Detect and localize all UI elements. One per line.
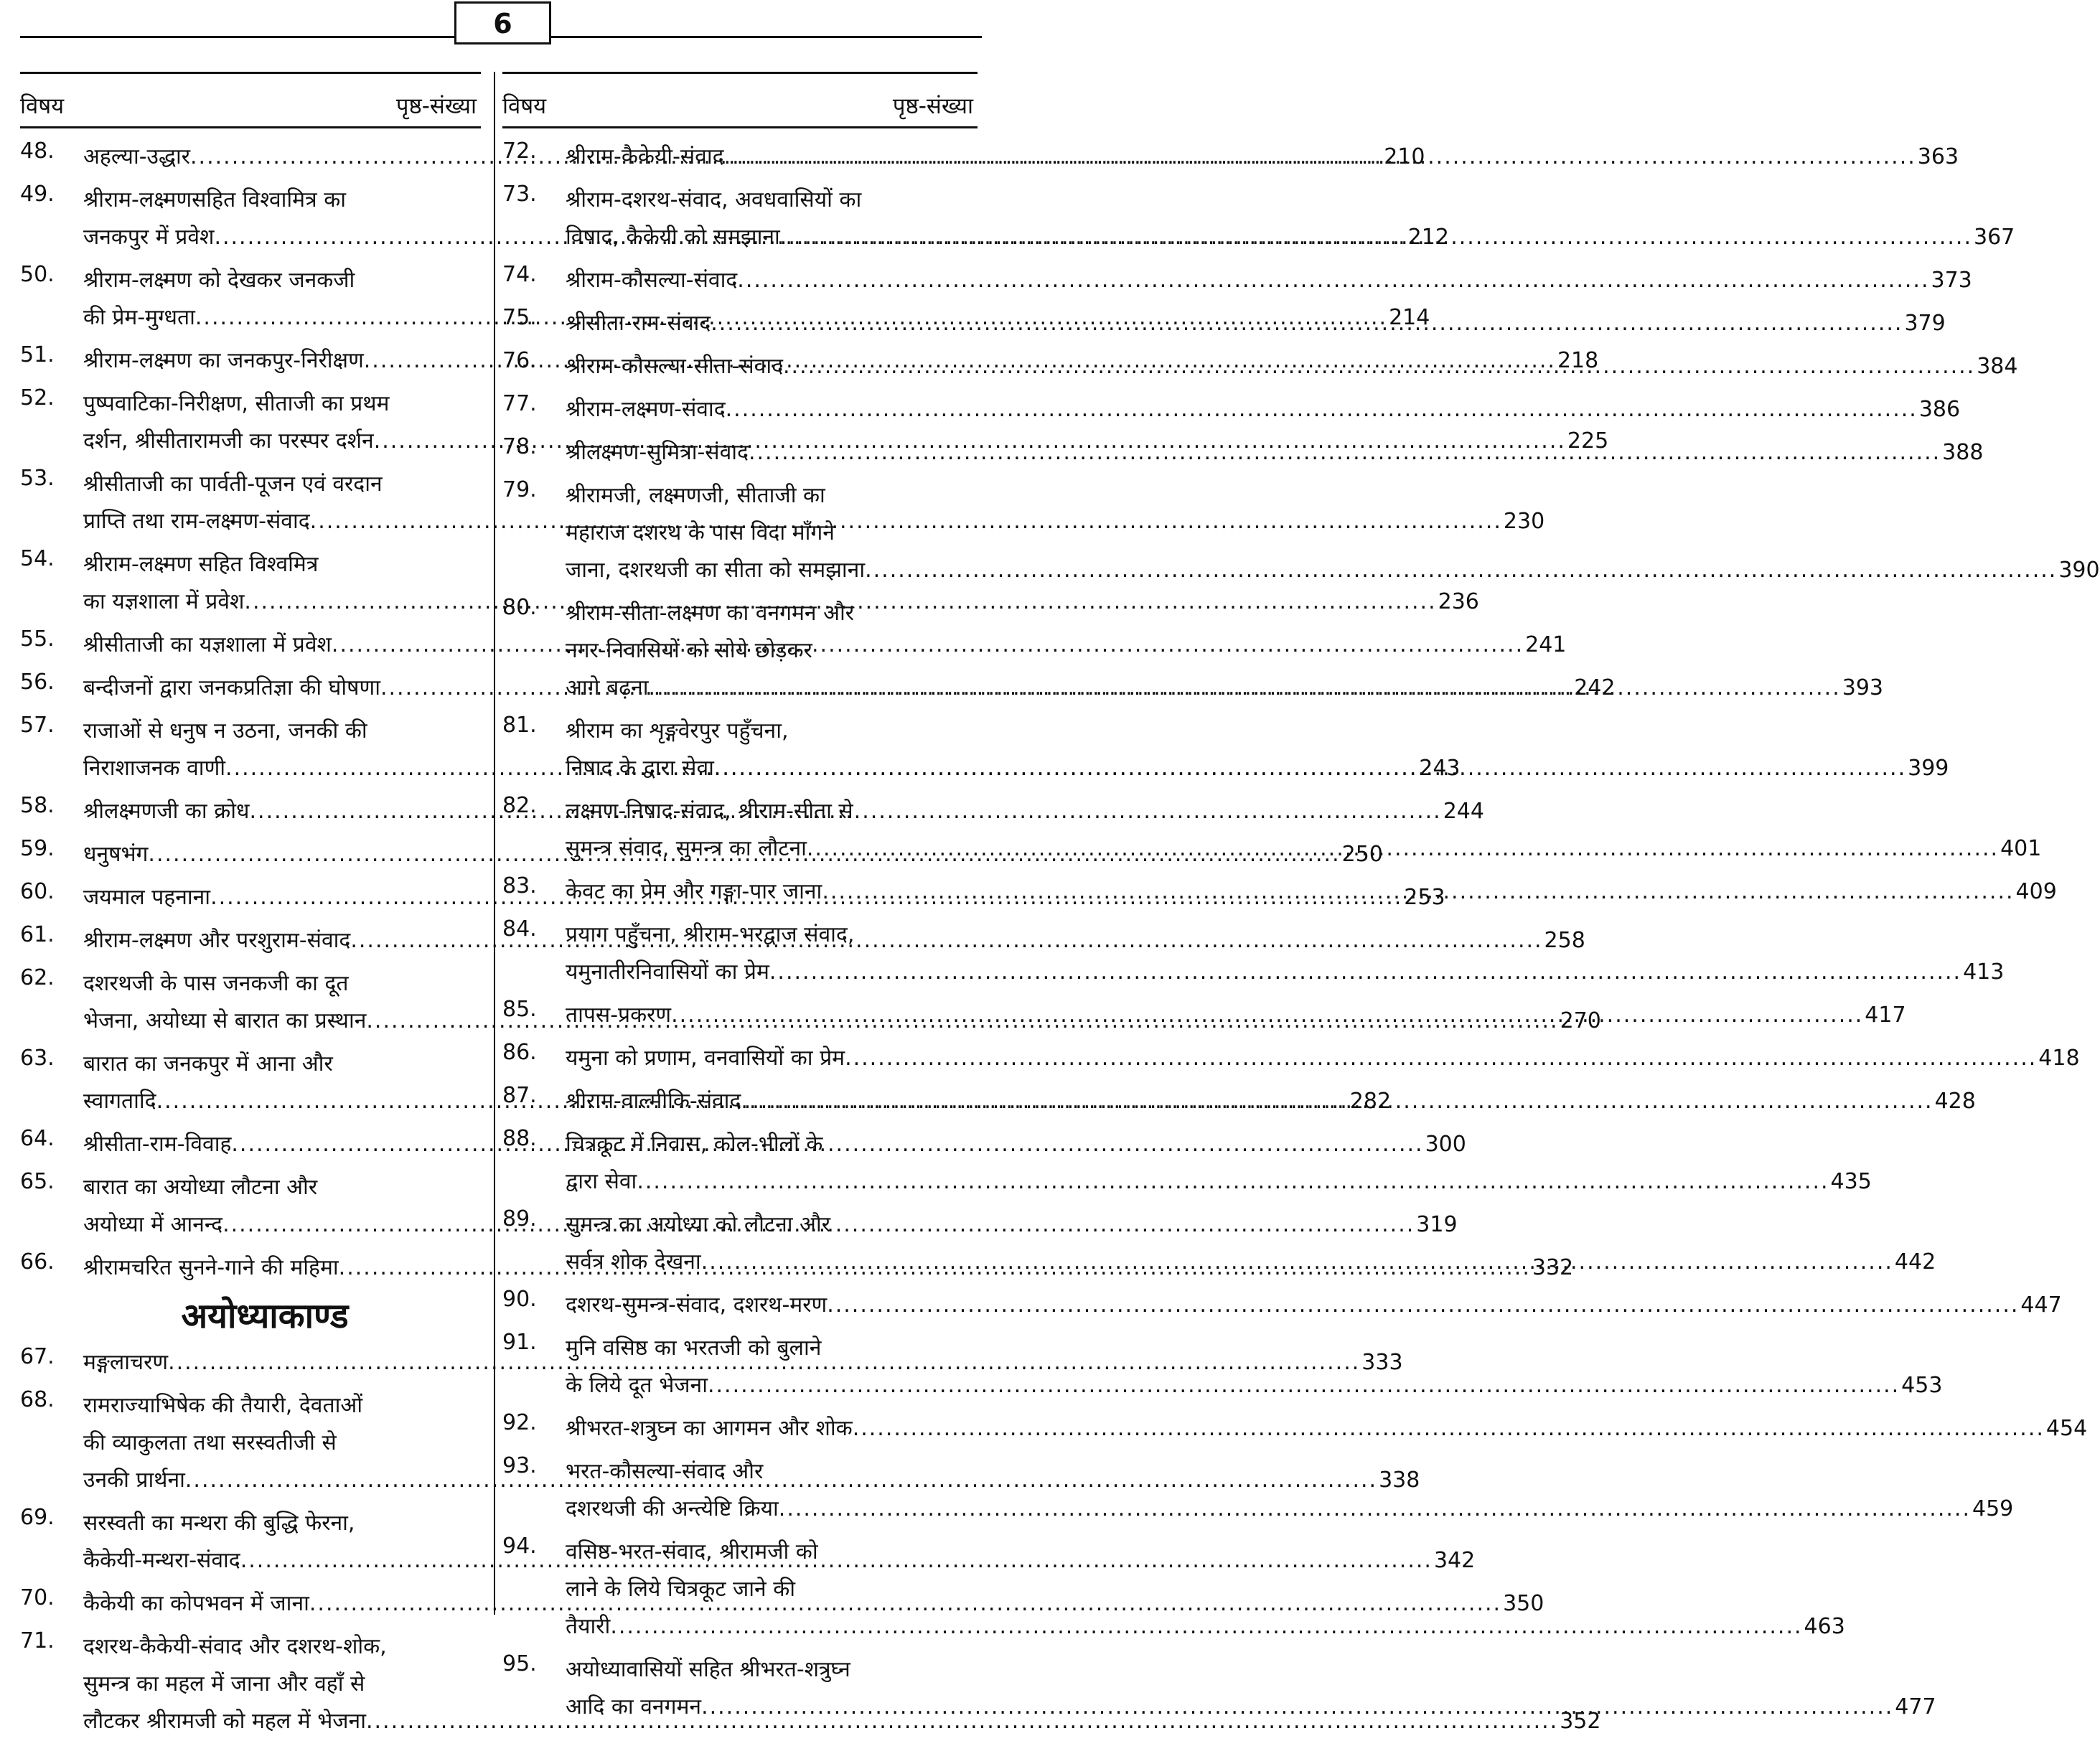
- entry-number: 91.: [502, 1330, 537, 1355]
- entry-title-text: श्रीरामचरित सुनने-गाने की महिमा: [83, 1255, 339, 1280]
- entry-title-line: सरस्वती का मन्थरा की बुद्धि फेरना,: [83, 1511, 355, 1536]
- entry-page-number: 236: [1438, 589, 1479, 614]
- entry-title-line: [566, 830, 2041, 868]
- entry-page-number: 244: [1443, 799, 1484, 824]
- entry-title-line: [566, 262, 1972, 299]
- entry-page-number: 401: [2000, 836, 2042, 861]
- entry-title-line: श्रीराम-लक्ष्मणसहित विश्वामित्र का: [83, 187, 347, 212]
- entry-number: 71.: [20, 1628, 55, 1653]
- dot-leader: [714, 750, 1906, 787]
- entry-title-line: [566, 391, 1960, 428]
- entry-page-number: 399: [1908, 756, 1949, 781]
- entry-title-text: सर्वत्र शोक देखना: [566, 1249, 701, 1275]
- dot-leader: [853, 1410, 2045, 1447]
- entry-title-text: श्रीसीता-राम-संवाद: [566, 311, 711, 336]
- entry-title-text: सुमन्त्र संवाद, सुमन्त्र का लौटना: [566, 836, 807, 861]
- entry-page-number: 210: [1384, 144, 1425, 169]
- entry-page-number: 253: [1404, 885, 1445, 910]
- entry-number: 80.: [502, 595, 537, 620]
- entry-number: 88.: [502, 1126, 537, 1151]
- entry-page-number: 418: [2038, 1046, 2080, 1071]
- entry-title-line: [566, 1083, 1976, 1120]
- entry-title-text: प्राप्ति तथा राम-लक्ष्मण-संवाद: [83, 509, 310, 534]
- dot-leader: [637, 1163, 1829, 1201]
- entry-title-line: महाराज दशरथ के पास विदा माँगने: [566, 520, 835, 545]
- entry-body: [566, 262, 1972, 299]
- entry-number: 70.: [20, 1585, 55, 1610]
- entry-number: 85.: [502, 997, 537, 1022]
- dot-leader: [845, 1040, 2037, 1077]
- entry-page-number: 393: [1842, 675, 1883, 700]
- page-number-heading: पृष्ठ-संख्या: [892, 93, 973, 119]
- entry-title-line: [566, 1410, 2087, 1447]
- entry-number: 62.: [20, 965, 55, 990]
- dot-leader: [711, 305, 1903, 342]
- entry-page-number: 350: [1503, 1591, 1544, 1616]
- entry-number: 78.: [502, 434, 537, 459]
- entry-title-line: श्रीराम का शृङ्गवेरपुर पहुँचना,: [566, 718, 789, 743]
- dot-leader: [807, 830, 1999, 868]
- header-rule-left: [20, 36, 454, 38]
- entry-title-line: चित्रकूट में निवास, कोल-भीलों के: [566, 1132, 823, 1157]
- entry-page-number: 270: [1560, 1008, 1601, 1033]
- entry-body: [566, 1083, 1976, 1120]
- entry-body: [566, 1534, 1845, 1646]
- entry-title-line: [566, 1287, 2062, 1324]
- entry-page-number: 300: [1425, 1132, 1466, 1157]
- entry-title-line: लाने के लिये चित्रकूट जाने की: [566, 1577, 796, 1602]
- dot-leader: [827, 1287, 2019, 1324]
- entry-title-text: अहल्या-उद्धार: [83, 144, 191, 169]
- dot-leader: [822, 873, 2014, 911]
- entry-title-text: श्रीराम-कौसल्या-सीता-संवाद: [566, 354, 784, 379]
- entry-title-line: रामराज्याभिषेक की तैयारी, देवताओं: [83, 1393, 362, 1418]
- toc-entry: [502, 391, 1961, 428]
- entry-number: 52.: [20, 385, 55, 410]
- entry-number: 53.: [20, 466, 55, 491]
- entry-page-number: 379: [1904, 311, 1946, 336]
- entry-number: 90.: [502, 1287, 537, 1312]
- entry-page-number: 214: [1389, 305, 1430, 330]
- entry-title-text: लौटकर श्रीरामजी को महल में भेजना: [83, 1709, 366, 1734]
- entry-number: 66.: [20, 1249, 55, 1275]
- entry-page-number: 388: [1942, 440, 1984, 465]
- entry-number: 73.: [502, 182, 537, 207]
- dot-leader: [708, 1367, 1900, 1404]
- entry-body: [566, 595, 1883, 707]
- entry-title-text: कैकेयी-मन्थरा-संवाद: [83, 1548, 240, 1573]
- entry-body: [566, 916, 2004, 991]
- dot-leader: [865, 552, 2057, 589]
- column-top-rule: [502, 72, 978, 74]
- entry-page-number: 384: [1977, 354, 2018, 379]
- entry-number: 64.: [20, 1126, 55, 1151]
- entry-title-text: जयमाल पहनाना: [83, 885, 211, 910]
- entry-body: [566, 793, 2041, 868]
- entry-body: [566, 1126, 1872, 1201]
- entry-page-number: 454: [2045, 1416, 2088, 1441]
- entry-title-line: [566, 1689, 1936, 1726]
- dot-leader: [741, 1083, 1933, 1120]
- section-title: अयोध्याकाण्ड: [181, 1296, 349, 1336]
- entry-title-text: स्वागतादि: [83, 1089, 156, 1114]
- entry-title-line: [566, 1163, 1872, 1201]
- dot-leader: [780, 219, 1972, 256]
- entry-number: 68.: [20, 1387, 55, 1412]
- entry-page-number: 463: [1804, 1614, 1845, 1639]
- entry-title-line: पुष्पवाटिका-निरीक्षण, सीताजी का प्रथम: [83, 391, 390, 416]
- entry-title-line: [566, 670, 1883, 707]
- entry-number: 67.: [20, 1344, 55, 1369]
- entry-body: [566, 713, 1949, 787]
- entry-number: 60.: [20, 879, 55, 904]
- entry-page-number: 212: [1407, 225, 1449, 250]
- entry-title-text: यमुना को प्रणाम, वनवासियों का प्रेम: [566, 1046, 845, 1071]
- entry-title-text: द्वारा सेवा: [566, 1169, 637, 1194]
- entry-number: 93.: [502, 1453, 537, 1478]
- entry-number: 87.: [502, 1083, 537, 1108]
- entry-title-line: [566, 750, 1949, 787]
- entry-number: 92.: [502, 1410, 537, 1435]
- entry-title-text: केवट का प्रेम और गङ्गा-पार जाना: [566, 879, 822, 904]
- entry-page-number: 352: [1560, 1709, 1601, 1734]
- entry-number: 83.: [502, 873, 537, 898]
- entry-title-text: तैयारी: [566, 1614, 611, 1639]
- entry-page-number: 363: [1917, 144, 1959, 169]
- entry-body: [566, 348, 2017, 385]
- entry-page-number: 250: [1341, 842, 1383, 867]
- entry-page-number: 417: [1865, 1003, 1906, 1028]
- entry-title-text: निराशाजनक वाणी: [83, 756, 226, 781]
- subject-heading: विषय: [502, 93, 547, 119]
- entry-page-number: 367: [1974, 225, 2015, 250]
- entry-title-text: दशरथ-सुमन्त्र-संवाद, दशरथ-मरण: [566, 1292, 828, 1318]
- entry-title-text: तापस-प्रकरण: [566, 1003, 672, 1028]
- column-top-rule: [20, 72, 481, 74]
- toc-entry: [502, 1287, 2062, 1324]
- column-header: [502, 91, 978, 128]
- entry-page-number: 373: [1931, 268, 1972, 293]
- entry-body: [566, 1453, 2013, 1528]
- entry-title-text: का यज्ञशाला में प्रवेश: [83, 589, 245, 614]
- entry-title-line: बारात का अयोध्या लौटना और: [83, 1175, 318, 1200]
- entry-page-number: 230: [1503, 509, 1545, 534]
- entry-body: [566, 182, 2015, 256]
- entry-page-number: 390: [2058, 558, 2100, 583]
- entry-body: [566, 997, 1906, 1034]
- entry-title-text: श्रीराम-कौसल्या-संवाद: [566, 268, 738, 293]
- entry-title-text: बन्दीजनों द्वारा जनकप्रतिज्ञा की घोषणा: [83, 675, 380, 700]
- entry-page-number: 477: [1895, 1694, 1936, 1719]
- entry-title-line: श्रीरामजी, लक्ष्मणजी, सीताजी का: [566, 483, 825, 508]
- entry-number: 84.: [502, 916, 537, 942]
- entry-page-number: 241: [1525, 632, 1567, 657]
- entry-number: 49.: [20, 182, 55, 207]
- entry-page-number: 218: [1557, 348, 1599, 373]
- entry-body: [566, 477, 2100, 589]
- entry-title-text: निषाद के द्वारा सेवा: [566, 756, 714, 781]
- entry-title-text: श्रीभरत-शत्रुघ्न का आगमन और शोक: [566, 1416, 853, 1441]
- entry-page-number: 386: [1918, 397, 1961, 422]
- entry-title-text: श्रीसीताजी का यज्ञशाला में प्रवेश: [83, 632, 332, 657]
- entry-title-line: नगर-निवासियों को सोये छोड़कर: [566, 638, 812, 663]
- entry-title-line: श्रीराम-लक्ष्मण को देखकर जनकजी: [83, 268, 355, 293]
- entry-title-line: बारात का जनकपुर में आना और: [83, 1051, 333, 1076]
- entry-page-number: 282: [1349, 1089, 1392, 1114]
- entry-number: 50.: [20, 262, 55, 287]
- entry-number: 89.: [502, 1206, 537, 1231]
- entry-page-number: 319: [1416, 1212, 1458, 1237]
- dot-leader: [649, 670, 1841, 707]
- entry-number: 81.: [502, 713, 537, 738]
- entry-title-text: विषाद, कैकेयी को समझाना: [566, 225, 780, 250]
- entry-title-text: आदि का वनगमन: [566, 1694, 702, 1719]
- entry-number: 61.: [20, 922, 55, 947]
- page-number-box: 6: [454, 1, 551, 44]
- entry-page-number: 242: [1574, 675, 1616, 700]
- entry-page-number: 338: [1379, 1468, 1420, 1493]
- entry-body: [566, 391, 1960, 428]
- entry-title-line: [566, 219, 2015, 256]
- entry-title-text: श्रीराम-कैकेयी-संवाद: [566, 144, 724, 169]
- entry-number: 65.: [20, 1169, 55, 1194]
- entry-body: [566, 1330, 1942, 1404]
- toc-entry: [502, 1410, 2088, 1447]
- entry-title-line: [566, 434, 1983, 471]
- entry-title-line: [566, 305, 1946, 342]
- entry-title-text: जनकपुर में प्रवेश: [83, 225, 215, 250]
- entry-title-text: मङ्गलाचरण: [83, 1350, 169, 1375]
- entry-title-text: भेजना, अयोध्या से बारात का प्रस्थान: [83, 1008, 367, 1033]
- entry-title-text: श्रीसीता-राम-विवाह: [83, 1132, 232, 1157]
- dot-leader: [769, 954, 1961, 991]
- entry-title-line: सुमन्त्र का महल में जाना और वहाँ से: [83, 1671, 365, 1696]
- entry-title-text: के लिये दूत भेजना: [566, 1373, 708, 1398]
- entry-page-number: 459: [1972, 1496, 2014, 1521]
- toc-entry: [502, 262, 1972, 299]
- entry-title-line: लक्ष्मण-निषाद-संवाद, श्रीराम-सीता से: [566, 799, 853, 824]
- entry-title-text: उनकी प्रार्थना: [83, 1468, 185, 1493]
- column-header: [20, 91, 481, 128]
- entry-number: 63.: [20, 1046, 55, 1071]
- entry-number: 58.: [20, 793, 55, 818]
- entry-body: [566, 1651, 1936, 1726]
- dot-leader: [737, 262, 1929, 299]
- entry-page-number: 243: [1419, 756, 1461, 781]
- entry-number: 56.: [20, 670, 55, 695]
- entry-title-line: अयोध्यावासियों सहित श्रीभरत-शत्रुघ्न: [566, 1657, 850, 1682]
- entry-title-text: श्रीलक्ष्मणजी का क्रोध: [83, 799, 250, 824]
- entry-title-line: राजाओं से धनुष न उठना, जनकी की: [83, 718, 367, 743]
- entry-title-text: जाना, दशरथजी का सीता को समझाना: [566, 558, 866, 583]
- entry-body: [566, 1287, 2062, 1324]
- entry-body: [566, 873, 2057, 911]
- entry-number: 69.: [20, 1505, 55, 1530]
- entry-title-line: [566, 348, 2017, 385]
- entry-title-text: आगे बढ़ना: [566, 675, 649, 700]
- entry-number: 77.: [502, 391, 537, 416]
- dot-leader: [783, 348, 1975, 385]
- entry-title-line: श्रीसीताजी का पार्वती-पूजन एवं वरदान: [83, 471, 383, 497]
- entry-number: 59.: [20, 836, 55, 861]
- header-rule-right: [551, 36, 982, 38]
- entry-title-line: श्रीराम-दशरथ-संवाद, अवधवासियों का: [566, 187, 862, 212]
- entry-title-line: [566, 552, 2100, 589]
- entry-body: [566, 305, 1946, 342]
- entry-body: [566, 1410, 2087, 1447]
- entry-body: [566, 1040, 2080, 1077]
- entry-title-line: मुनि वसिष्ठ का भरतजी को बुलाने: [566, 1336, 822, 1361]
- entry-page-number: 342: [1433, 1548, 1476, 1573]
- dot-leader: [726, 391, 1918, 428]
- entry-title-text: श्रीराम-लक्ष्मण-संवाद: [566, 397, 726, 422]
- entry-page-number: 435: [1830, 1169, 1872, 1194]
- entry-title-line: [566, 954, 2004, 991]
- entry-number: 82.: [502, 793, 537, 818]
- entry-number: 57.: [20, 713, 55, 738]
- page-header: [0, 0, 1000, 50]
- entry-number: 94.: [502, 1534, 537, 1559]
- dot-leader: [724, 139, 1916, 176]
- entry-number: 95.: [502, 1651, 537, 1676]
- entry-title-line: प्रयाग पहुँचना, श्रीराम-भरद्वाज संवाद,: [566, 922, 855, 947]
- entry-title-line: दशरथजी के पास जनकजी का दूत: [83, 971, 349, 996]
- entry-title-line: [566, 139, 1959, 176]
- entry-page-number: 225: [1567, 428, 1609, 454]
- entry-number: 48.: [20, 139, 55, 164]
- dot-leader: [610, 1608, 1802, 1646]
- entry-page-number: 409: [2015, 879, 2057, 904]
- entry-title-text: श्रीराम-लक्ष्मण का जनकपुर-निरीक्षण: [83, 348, 364, 373]
- dot-leader: [671, 997, 1863, 1034]
- entry-number: 74.: [502, 262, 537, 287]
- entry-number: 55.: [20, 626, 55, 652]
- entry-title-line: भरत-कौसल्या-संवाद और: [566, 1459, 764, 1484]
- entry-number: 75.: [502, 305, 537, 330]
- entry-page-number: 428: [1934, 1089, 1976, 1114]
- entry-body: [566, 1206, 1936, 1281]
- entry-title-line: श्रीराम-लक्ष्मण सहित विश्वमित्र: [83, 552, 319, 577]
- entry-title-line: सुमन्त्र का अयोध्या को लौटना और: [566, 1212, 830, 1237]
- entry-page-number: 258: [1544, 928, 1585, 953]
- page-number-heading: पृष्ठ-संख्या: [395, 93, 477, 119]
- entry-title-line: की व्याकुलता तथा सरस्वतीजी से: [83, 1430, 337, 1455]
- entry-title-text: दर्शन, श्रीसीतारामजी का परस्पर दर्शन: [83, 428, 374, 454]
- subject-heading: विषय: [20, 93, 65, 119]
- entry-page-number: 333: [1361, 1350, 1403, 1375]
- entry-title-line: [566, 873, 2057, 911]
- entry-number: 54.: [20, 546, 55, 571]
- entry-title-line: [566, 997, 1906, 1034]
- entry-title-text: श्रीलक्ष्मण-सुमित्रा-संवाद: [566, 440, 749, 465]
- entry-title-text: धनुषभंग: [83, 842, 149, 867]
- entry-title-text: की प्रेम-मुग्धता: [83, 305, 195, 330]
- dot-leader: [779, 1491, 1971, 1528]
- entry-title-line: [566, 1244, 1936, 1281]
- entry-title-line: [566, 1608, 1845, 1646]
- entry-title-line: दशरथ-कैकेयी-संवाद और दशरथ-शोक,: [83, 1634, 387, 1659]
- entry-page-number: 332: [1532, 1255, 1574, 1280]
- entry-title-text: दशरथजी की अन्त्येष्टि क्रिया: [566, 1496, 779, 1521]
- dot-leader: [701, 1689, 1893, 1726]
- entry-page-number: 442: [1894, 1249, 1936, 1275]
- dot-leader: [701, 1244, 1893, 1281]
- entry-title-text: यमुनातीरनिवासियों का प्रेम: [566, 959, 769, 985]
- entry-title-line: वसिष्ठ-भरत-संवाद, श्रीरामजी को: [566, 1539, 818, 1564]
- entry-number: 72.: [502, 139, 537, 164]
- entry-page-number: 453: [1901, 1373, 1943, 1398]
- entry-number: 86.: [502, 1040, 537, 1065]
- toc-entry: [502, 1040, 2080, 1077]
- entry-page-number: 447: [2020, 1292, 2062, 1318]
- entry-number: 79.: [502, 477, 537, 502]
- entry-title-line: [566, 1491, 2013, 1528]
- entry-body: [566, 139, 1959, 176]
- entry-title-line: [566, 1040, 2080, 1077]
- dot-leader: [749, 434, 1941, 471]
- entry-title-text: कैकेयी का कोपभवन में जाना: [83, 1591, 309, 1616]
- entry-title-text: श्रीराम-लक्ष्मण और परशुराम-संवाद: [83, 928, 351, 953]
- entry-number: 51.: [20, 342, 55, 367]
- entry-body: [566, 434, 1983, 471]
- entry-title-text: अयोध्या में आनन्द: [83, 1212, 223, 1237]
- entry-page-number: 413: [1963, 959, 2005, 985]
- entry-title-text: श्रीराम-वाल्मीकि-संवाद: [566, 1089, 741, 1114]
- entry-title-line: [566, 1367, 1942, 1404]
- entry-number: 76.: [502, 348, 537, 373]
- entry-title-line: श्रीराम-सीता-लक्ष्मण का वनगमन और: [566, 601, 855, 626]
